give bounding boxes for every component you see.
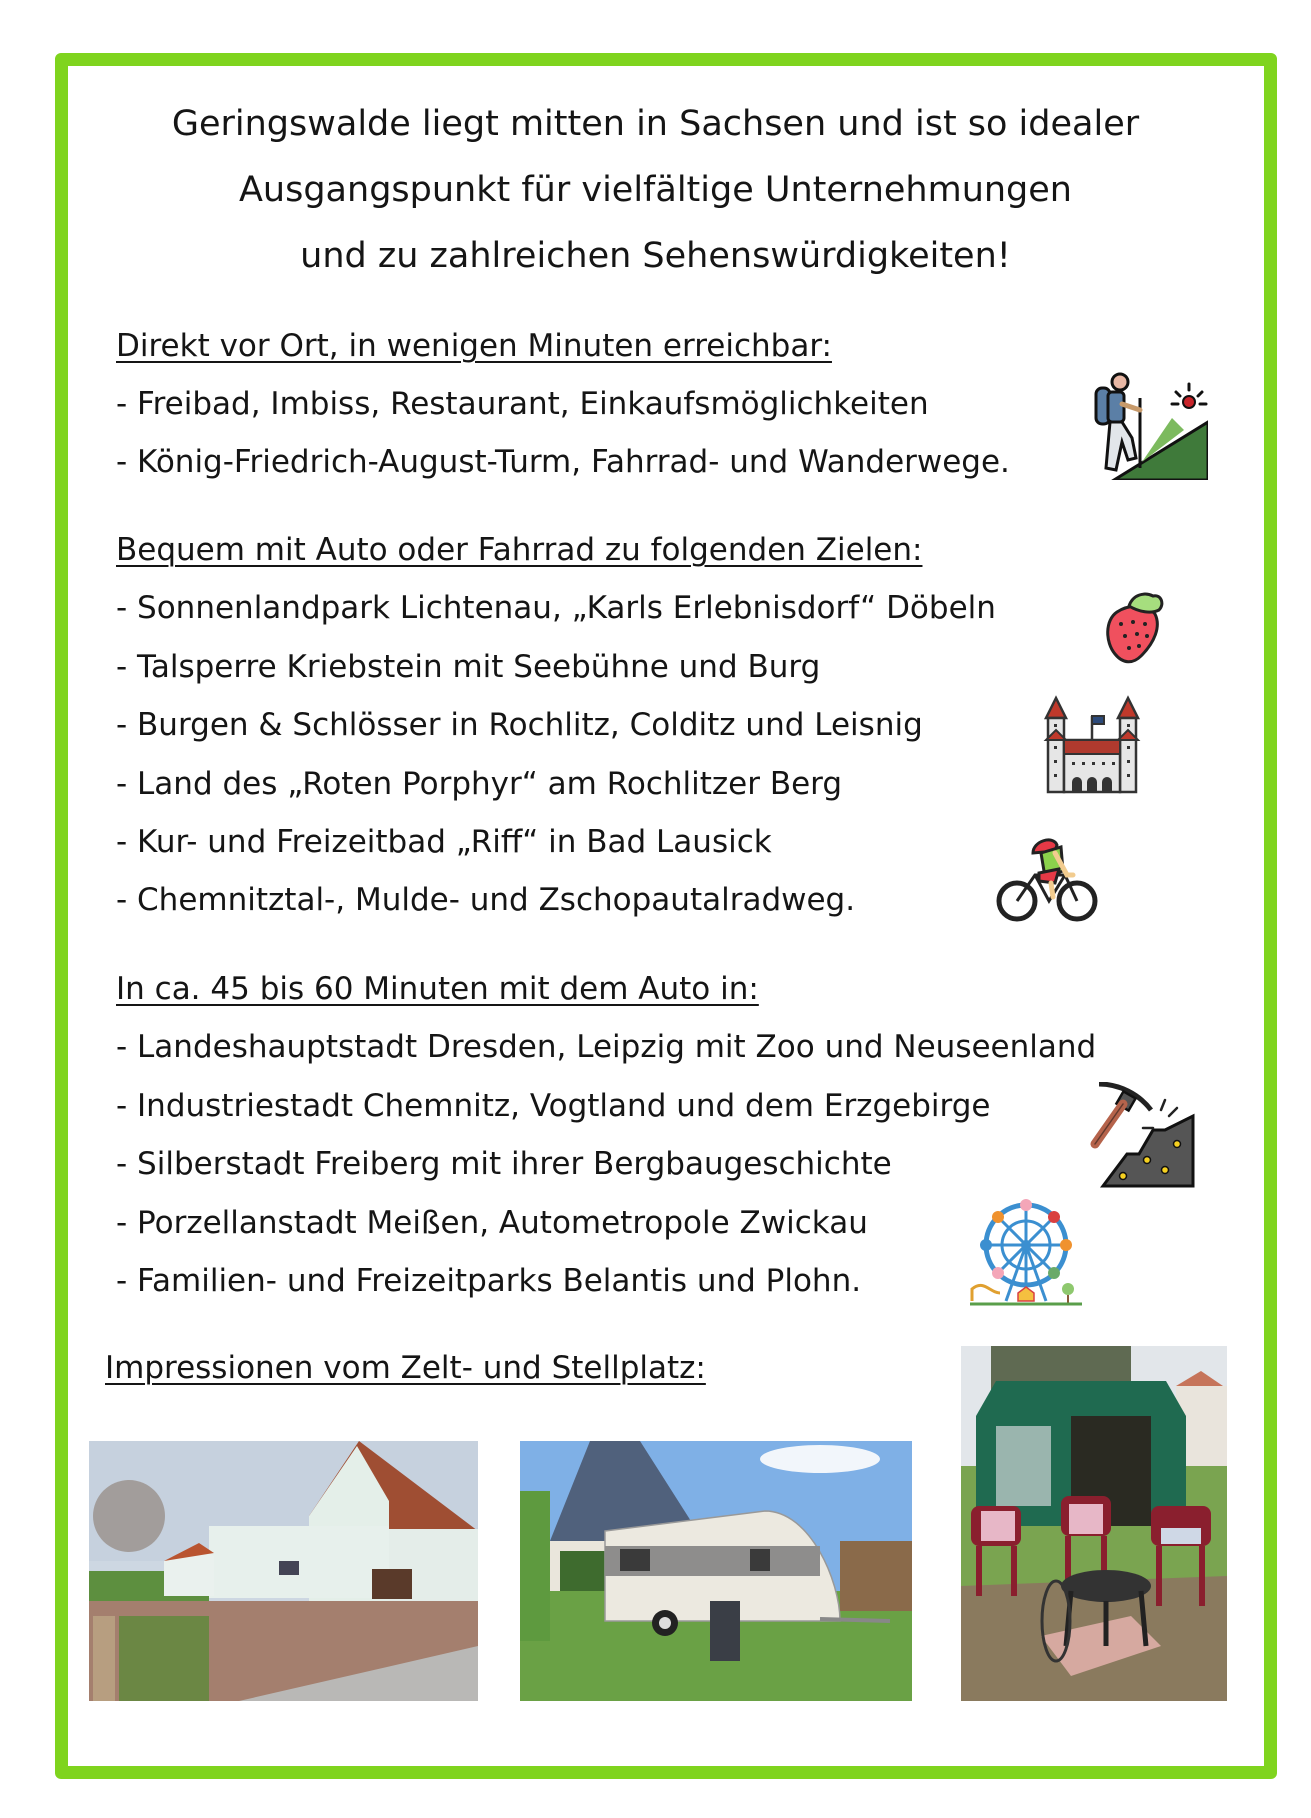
section-heading-local: Direkt vor Ort, in wenigen Minuten erreichbar: — [116, 328, 832, 364]
headline-line-1: Geringswalde liegt mitten in Sachsen und ist so idealer — [171, 104, 1140, 144]
list-item: - Land des „Roten Porphyr“ am Rochlitzer Berg — [116, 766, 843, 802]
list-item: - Chemnitztal-, Mulde- und Zschopautalradweg. — [116, 882, 856, 918]
cyclist-icon — [995, 817, 1099, 925]
list-item: - Burgen & Schlösser in Rochlitz, Colditz und Leisnig — [116, 707, 923, 743]
strawberry-icon — [1103, 590, 1167, 665]
tent-firepit-photo — [961, 1346, 1227, 1701]
ferris-wheel-icon — [970, 1197, 1082, 1307]
impressions-heading: Impressionen vom Zelt- und Stellplatz: — [105, 1350, 706, 1386]
list-item: - Kur- und Freizeitbad „Riff“ in Bad Lausick — [116, 824, 772, 860]
list-item: - Industriestadt Chemnitz, Vogtland und dem Erzgebirge — [116, 1088, 991, 1124]
list-item: - Familien- und Freizeitparks Belantis und Plohn. — [116, 1263, 862, 1299]
list-item: - Freibad, Imbiss, Restaurant, Einkaufsmöglichkeiten — [116, 386, 929, 422]
caravan-photo — [520, 1441, 912, 1701]
house-photo — [89, 1441, 478, 1701]
headline-line-3: und zu zahlreichen Sehenswürdigkeiten! — [300, 236, 1011, 276]
castle-icon — [1042, 694, 1142, 794]
list-item: - Porzellanstadt Meißen, Autometropole Zwickau — [116, 1205, 868, 1241]
section-heading-by-car: In ca. 45 bis 60 Minuten mit dem Auto in: — [116, 971, 759, 1007]
list-item: - Talsperre Kriebstein mit Seebühne und Burg — [116, 649, 821, 685]
list-item: - Silberstadt Freiberg mit ihrer Bergbaugeschichte — [116, 1146, 892, 1182]
pickaxe-mine-icon — [1089, 1082, 1197, 1188]
list-item: - König-Friedrich-August-Turm, Fahrrad- und Wanderwege. — [116, 444, 1010, 480]
section-heading-nearby: Bequem mit Auto oder Fahrrad zu folgenden Zielen: — [116, 532, 923, 568]
headline-line-2: Ausgangspunkt für vielfältige Unternehmungen — [238, 170, 1072, 210]
list-item: - Landeshauptstadt Dresden, Leipzig mit Zoo und Neuseenland — [116, 1029, 1097, 1065]
list-item: - Sonnenlandpark Lichtenau, „Karls Erlebnisdorf“ Döbeln — [116, 590, 996, 626]
hiker-icon — [1092, 370, 1208, 480]
